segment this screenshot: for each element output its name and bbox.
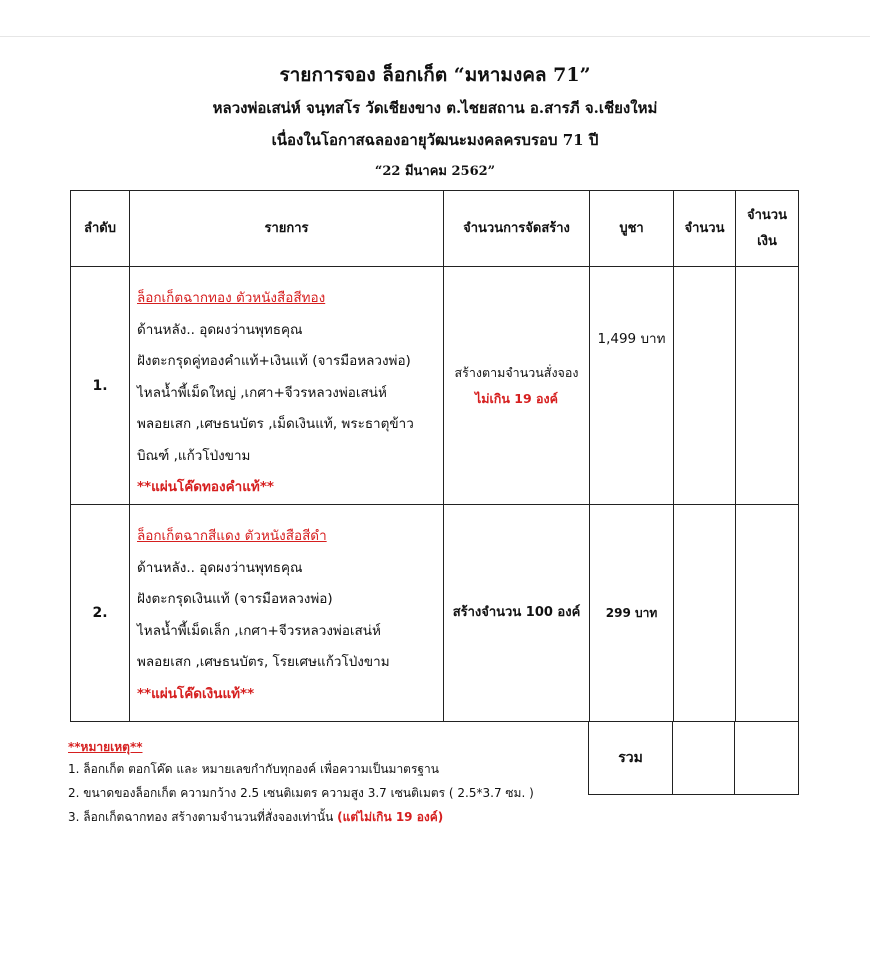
- row-description: [130, 505, 444, 722]
- item-detail: พลอยเสก ,เศษธนบัตร ,เม็ดเงินแท้, พระธาตุข้าว: [137, 416, 414, 432]
- top-divider: [0, 36, 870, 37]
- amount-cell[interactable]: [736, 505, 799, 722]
- item-detail: ฝังตะกรุดเงินแท้ (จารมือหลวงพ่อ): [137, 591, 333, 607]
- header-price: บูชา: [590, 191, 674, 267]
- note-item: 2. ขนาดของล็อกเก็ต ความกว้าง 2.5 เซนติเมตร ความสูง 3.7 เซนติเมตร ( 2.5*3.7 ซม. ): [68, 786, 534, 800]
- item-title: ล็อกเก็ตฉากสีแดง ตัวหนังสือสีดำ: [137, 528, 327, 544]
- item-detail: พลอยเสก ,เศษธนบัตร, โรยเศษแก้วโป่งขาม: [137, 654, 390, 670]
- production-cell: [444, 505, 590, 722]
- table-row: [71, 267, 799, 505]
- note-item: 1. ล็อกเก็ต ตอกโค๊ด และ หมายเลขกำกับทุกองค์ เพื่อความเป็นมาตรฐาน: [68, 762, 439, 776]
- item-detail: ด้านหลัง.. อุดผงว่านพุทธคุณ: [137, 559, 303, 576]
- row-description: [130, 267, 444, 505]
- notes-title: **หมายเหตุ**: [68, 740, 143, 754]
- row-number: 1.: [71, 267, 130, 505]
- qty-cell[interactable]: [674, 267, 736, 505]
- item-title: ล็อกเก็ตฉากทอง ตัวหนังสือสีทอง: [137, 290, 326, 306]
- production-text: สร้างตามจำนวนสั่งจอง: [454, 364, 579, 380]
- total-table: [588, 721, 799, 795]
- note-item: [68, 805, 534, 829]
- header-item: รายการ: [130, 191, 444, 267]
- item-code: **แผ่นโค๊ดเงินแท้**: [137, 685, 255, 702]
- table-header-row: [71, 191, 799, 267]
- total-label: รวม: [589, 722, 673, 795]
- notes-section: [68, 737, 534, 829]
- item-detail: ฝังตะกรุดคู่ทองคำแท้+เงินแท้ (จารมือหลวงพ่อ): [137, 353, 411, 369]
- total-qty-cell[interactable]: [673, 722, 735, 795]
- total-row: [589, 722, 799, 795]
- header-amount-line1: จำนวน: [747, 207, 787, 223]
- production-limit: ไม่เกิน 19 องค์: [475, 390, 558, 406]
- row-number: 2.: [71, 505, 130, 722]
- header-qty: จำนวน: [674, 191, 736, 267]
- amount-cell[interactable]: [736, 267, 799, 505]
- production-text: สร้างจำนวน 100 องค์: [452, 605, 581, 620]
- item-detail: ด้านหลัง.. อุดผงว่านพุทธคุณ: [137, 321, 303, 338]
- note-limit: (แต่ไม่เกิน 19 องค์): [337, 810, 444, 824]
- order-table: [70, 190, 799, 722]
- qty-cell[interactable]: [674, 505, 736, 722]
- event-date: “22 มีนาคม 2562”: [374, 164, 496, 179]
- subtitle-monk: หลวงพ่อเสน่ห์ จนฺทสโร วัดเชียงขาง ต.ไชยสถาน อ.สารภี จ.เชียงใหม่: [212, 99, 658, 117]
- header-production: จำนวนการจัดสร้าง: [444, 191, 590, 267]
- production-cell: [444, 267, 590, 505]
- item-code: **แผ่นโค๊ดทองคำแท้**: [137, 479, 274, 495]
- page-title: รายการจอง ล็อกเก็ต “มหามงคล 71”: [279, 64, 591, 86]
- item-detail: บิณฑ์ ,แก้วโป่งขาม: [137, 447, 251, 464]
- header-amount-line2: เงิน: [757, 233, 777, 249]
- item-detail: ไหลน้ำพี้เม็ดใหญ่ ,เกศา+จีวรหลวงพ่อเสน่ห์: [137, 384, 387, 401]
- price-cell: 299 บาท: [590, 505, 674, 722]
- price-cell: 1,499 บาท: [590, 267, 674, 505]
- total-amount-cell[interactable]: [735, 722, 799, 795]
- note-text: 3. ล็อกเก็ตฉากทอง สร้างตามจำนวนที่สั่งจองเท่านั้น: [68, 810, 334, 824]
- header-order: ลำดับ: [71, 191, 130, 267]
- subtitle-occasion: เนื่องในโอกาสฉลองอายุวัฒนะมงคลครบรอบ 71 ปี: [271, 131, 599, 149]
- header-amount: [736, 191, 799, 267]
- item-detail: ไหลน้ำพี้เม็ดเล็ก ,เกศา+จีวรหลวงพ่อเสน่ห์: [137, 622, 381, 639]
- table-row: [71, 505, 799, 722]
